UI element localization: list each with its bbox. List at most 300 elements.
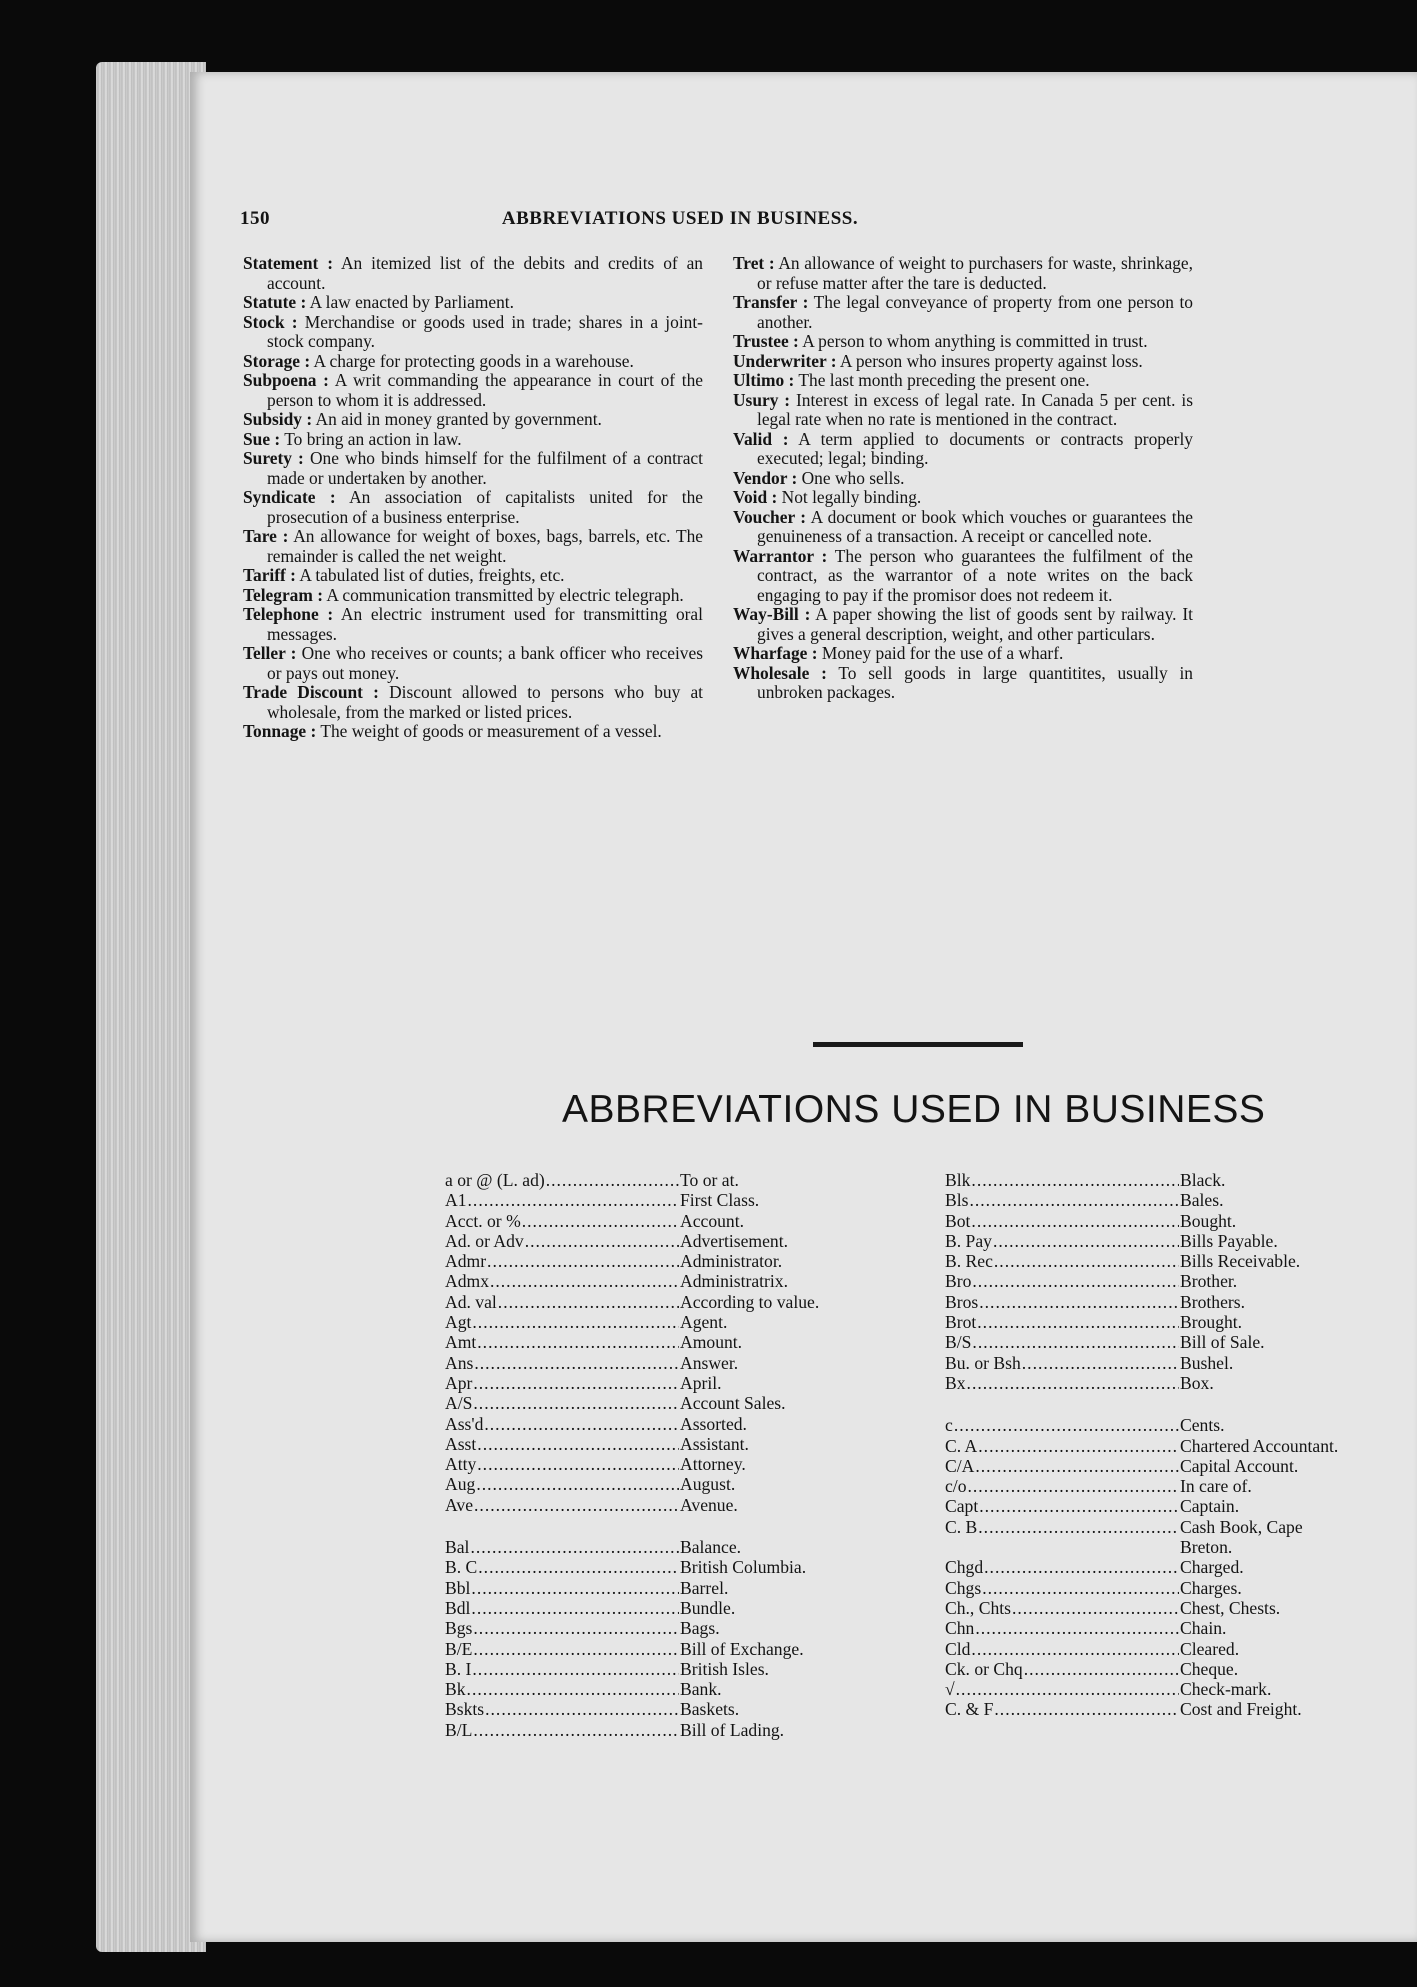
leader-dots	[969, 1190, 1179, 1210]
glossary-definition: Not legally binding.	[781, 487, 922, 507]
abbreviation: Chgs	[945, 1577, 982, 1598]
abbreviation-meaning: Black.	[1180, 1170, 1226, 1190]
leader-dots	[478, 1557, 679, 1577]
abbreviation: Capt	[945, 1496, 979, 1517]
abbreviation-meaning: First Class.	[680, 1190, 760, 1211]
abbreviation-meaning: Account Sales.	[680, 1393, 786, 1414]
glossary-term: Wholesale :	[733, 662, 827, 683]
abbreviation-row	[945, 1170, 1405, 1190]
abbreviation: Asst	[445, 1433, 477, 1454]
abbreviation-row	[445, 1292, 905, 1312]
abbreviation-row	[445, 1454, 905, 1474]
abbreviation-meaning: Bill of Sale.	[1180, 1332, 1265, 1353]
leader-dots	[472, 1659, 679, 1679]
abbreviation: √	[945, 1679, 955, 1700]
glossary-term: Valid :	[733, 428, 789, 449]
abbreviation: C. & F	[945, 1699, 994, 1720]
glossary-term: Stock :	[243, 311, 298, 332]
leader-dots	[978, 1436, 1179, 1456]
abbreviation-meaning: Cleared.	[1180, 1638, 1240, 1659]
leader-dots	[474, 1353, 679, 1373]
abbreviation-meaning: Brother.	[1180, 1271, 1238, 1292]
glossary-term: Syndicate :	[243, 487, 336, 507]
abbreviation-row	[445, 1639, 905, 1659]
glossary-definition: One who receives or counts; a bank officer who receives or pays out money.	[267, 643, 703, 683]
leader-dots	[471, 1578, 679, 1598]
abbreviation-column-left	[445, 1170, 905, 1740]
leader-dots	[956, 1679, 1179, 1699]
abbreviation-meaning: August.	[680, 1474, 736, 1495]
leader-dots	[979, 1496, 1179, 1516]
glossary-term: Statute :	[243, 292, 307, 312]
leader-dots	[971, 1211, 1179, 1231]
abbreviation: Bal	[445, 1537, 470, 1558]
abbreviation: Bskts	[445, 1699, 485, 1720]
glossary-entry	[243, 683, 703, 722]
abbreviation-row	[445, 1557, 905, 1577]
leader-dots	[1024, 1659, 1179, 1679]
glossary-entry	[243, 488, 703, 527]
leader-dots	[994, 1699, 1179, 1719]
group-spacer	[445, 1515, 905, 1537]
glossary-definition: A charge for protecting goods in a warehouse.	[313, 350, 634, 371]
glossary-definition: Merchandise or goods used in trade; shares in a joint-stock company.	[267, 311, 703, 351]
glossary-definition: A communication transmitted by electric telegraph.	[326, 584, 684, 605]
abbreviation-row	[945, 1251, 1405, 1271]
abbreviation-meaning: Chain.	[1180, 1618, 1227, 1639]
glossary-entry	[733, 332, 1193, 352]
abbreviation-row	[945, 1271, 1405, 1291]
abbreviation-meaning: Cents.	[1180, 1415, 1225, 1436]
leader-dots	[1012, 1598, 1179, 1618]
abbreviation-meaning: Bank.	[680, 1679, 722, 1700]
leader-dots	[471, 1598, 679, 1618]
leader-dots	[477, 1332, 679, 1352]
abbreviation-row	[945, 1659, 1405, 1679]
abbreviation-row	[445, 1434, 905, 1454]
abbreviation-row-continued	[945, 1537, 1405, 1557]
glossary-term: Tare :	[243, 526, 289, 546]
leader-dots	[546, 1170, 679, 1190]
abbreviation-row	[445, 1699, 905, 1719]
glossary-term: Warrantor :	[733, 545, 828, 566]
abbreviation-meaning: Brought.	[1180, 1312, 1243, 1333]
abbreviation-meaning: Box.	[1180, 1372, 1214, 1393]
leader-dots	[954, 1415, 1179, 1435]
leader-dots	[968, 1476, 1180, 1496]
abbreviation-row	[945, 1211, 1405, 1231]
leader-dots	[522, 1211, 679, 1231]
leader-dots	[467, 1679, 679, 1699]
glossary-entry	[243, 722, 703, 742]
abbreviation-meaning: Avenue.	[680, 1494, 738, 1515]
glossary-term: Underwriter :	[733, 350, 837, 371]
abbreviation: Admr	[445, 1251, 487, 1272]
glossary-entry	[733, 293, 1193, 332]
abbreviation: Bu. or Bsh	[945, 1352, 1021, 1373]
glossary-entry	[243, 313, 703, 352]
abbreviation: Chgd	[945, 1557, 984, 1578]
abbreviation: Blk	[945, 1170, 971, 1190]
abbreviation-meaning: Baskets.	[680, 1699, 740, 1720]
abbreviation-row	[945, 1476, 1405, 1496]
abbreviation-meaning: To or at.	[680, 1170, 739, 1190]
leader-dots	[473, 1618, 679, 1638]
glossary-term: Teller :	[243, 643, 297, 663]
abbreviation-meaning: Bill of Exchange.	[680, 1638, 804, 1659]
abbreviation: Bros	[945, 1291, 979, 1312]
glossary-term: Tret :	[733, 253, 775, 273]
abbreviation: A/S	[445, 1393, 473, 1414]
abbreviation: Agt	[445, 1312, 472, 1333]
abbreviation-meaning: Cheque.	[1180, 1658, 1239, 1679]
abbreviation: Ad. val	[445, 1291, 497, 1312]
abbreviation: Amt	[445, 1332, 477, 1353]
leader-dots	[473, 1720, 679, 1740]
abbreviation-meaning: Amount.	[680, 1332, 743, 1353]
abbreviation-row	[445, 1332, 905, 1352]
glossary-definition: Discount allowed to persons who buy at wholesale, from the marked or listed prices.	[267, 682, 703, 722]
abbreviation-meaning: Bags.	[680, 1618, 720, 1639]
leader-dots	[971, 1639, 1179, 1659]
glossary-entry	[733, 488, 1193, 508]
abbreviation-row	[945, 1190, 1405, 1210]
glossary-definition: To sell goods in large quantitites, usually in unbroken packages.	[757, 662, 1193, 702]
abbreviation-column-right	[945, 1170, 1405, 1740]
glossary-term: Tariff :	[243, 565, 296, 585]
leader-dots	[485, 1699, 679, 1719]
leader-dots	[490, 1271, 679, 1291]
abbreviation-row	[445, 1659, 905, 1679]
glossary-entry	[733, 352, 1193, 372]
glossary-entry	[733, 547, 1193, 606]
glossary-definition: A document or book which vouches or guarantees the genuineness of a transaction. A receipt or cancelled note.	[757, 506, 1194, 546]
glossary-definition: A writ commanding the appearance in court of the person to whom it is addressed.	[267, 370, 704, 410]
abbreviation-meaning: Bales.	[1180, 1190, 1224, 1211]
glossary-term: Subsidy :	[243, 409, 313, 429]
abbreviation-meaning: Advertisement.	[680, 1230, 788, 1251]
abbreviation: Bot	[945, 1210, 971, 1231]
abbreviation-meaning: Bundle.	[680, 1597, 736, 1618]
glossary-entry	[243, 352, 703, 372]
group-spacer	[945, 1393, 1405, 1415]
abbreviation: Bk	[445, 1679, 466, 1700]
abbreviation-row	[945, 1598, 1405, 1618]
abbreviation: Bls	[945, 1190, 969, 1211]
abbreviation-meaning: Account.	[680, 1210, 745, 1231]
glossary-definition: A person who insures property against loss.	[839, 350, 1143, 371]
abbreviation-meaning: Cash Book, Cape	[1180, 1516, 1303, 1537]
glossary-definition: An aid in money granted by government.	[315, 409, 602, 429]
glossary-term: Vendor :	[733, 467, 798, 488]
abbreviation-row	[945, 1373, 1405, 1393]
abbreviation-row	[445, 1598, 905, 1618]
abbreviation-meaning: Bills Payable.	[1180, 1230, 1278, 1251]
abbreviation-row	[445, 1231, 905, 1251]
leader-dots	[993, 1231, 1179, 1251]
glossary-term: Storage :	[243, 350, 311, 371]
leader-dots	[975, 1456, 1179, 1476]
abbreviation: a or @ (L. ad)	[445, 1170, 545, 1190]
glossary-entry	[733, 371, 1193, 391]
abbreviation-row	[445, 1393, 905, 1413]
abbreviation: Bgs	[445, 1618, 473, 1639]
abbreviation: Atty	[445, 1454, 477, 1475]
abbreviation: Chn	[945, 1618, 975, 1639]
glossary-term: Subpoena :	[243, 370, 329, 390]
leader-dots	[982, 1578, 1179, 1598]
abbreviation-meaning: Charged.	[1180, 1557, 1244, 1578]
abbreviation-meaning: Assorted.	[680, 1413, 747, 1434]
glossary-column-left	[243, 254, 703, 742]
abbreviation-meaning: According to value.	[680, 1291, 820, 1312]
glossary-entry	[243, 254, 703, 293]
leader-dots	[977, 1312, 1179, 1332]
glossary-entry	[733, 254, 1193, 293]
abbreviation: B/S	[945, 1332, 972, 1353]
abbreviation: B. C	[445, 1557, 478, 1578]
glossary-entry	[733, 605, 1193, 644]
glossary-term: Void :	[733, 487, 778, 507]
glossary-definition: An itemized list of the debits and credits of an account.	[267, 253, 703, 293]
glossary-definition: A tabulated list of duties, freights, etc.	[299, 565, 565, 585]
leader-dots	[487, 1251, 679, 1271]
abbreviation-row	[945, 1578, 1405, 1598]
abbreviation: c/o	[945, 1476, 967, 1497]
section-divider-rule	[813, 1042, 1023, 1047]
abbreviation-meaning: Attorney.	[680, 1454, 746, 1475]
abbreviation-row	[445, 1618, 905, 1638]
abbreviation-row	[445, 1271, 905, 1291]
glossary-definition: The person who guarantees the fulfilment of the contract, as the warrantor of a note writes on the back engaging to pay if the promisor does not redeem it.	[757, 545, 1193, 605]
glossary-definition: A law enacted by Parliament.	[309, 292, 514, 312]
leader-dots	[984, 1557, 1179, 1577]
glossary-term: Usury :	[733, 389, 791, 410]
leader-dots	[972, 1332, 1179, 1352]
abbreviation-meaning: Answer.	[680, 1352, 739, 1373]
abbreviation: A1	[445, 1190, 467, 1211]
leader-dots	[476, 1474, 679, 1494]
abbreviation: Admx	[445, 1271, 489, 1292]
abbreviation: Bro	[945, 1271, 972, 1292]
abbreviation: Ch., Chts	[945, 1597, 1011, 1618]
glossary-definition: One who sells.	[801, 467, 905, 488]
abbreviation-meaning: British Isles.	[680, 1658, 769, 1679]
abbreviation-meaning: Administratrix.	[680, 1271, 788, 1292]
glossary-term: Voucher :	[733, 506, 807, 527]
abbreviation-meaning: Balance.	[680, 1537, 742, 1558]
abbreviation: Brot	[945, 1312, 977, 1333]
glossary-definition: An allowance for weight of boxes, bags, barrels, etc. The remainder is called the net weight.	[267, 526, 703, 566]
abbreviation-row	[445, 1720, 905, 1740]
glossary-definition: A term applied to documents or contracts properly executed; legal; binding.	[757, 428, 1194, 468]
abbreviation-meaning-continued: Breton.	[1180, 1537, 1233, 1558]
leader-dots	[972, 1271, 1179, 1291]
glossary-entry	[733, 508, 1193, 547]
glossary-entry	[733, 664, 1193, 703]
glossary-entry	[733, 391, 1193, 430]
glossary-definition: The last month preceding the present one.	[798, 370, 1090, 390]
abbreviation-row	[945, 1496, 1405, 1516]
leader-dots	[473, 1639, 679, 1659]
glossary-term: Telegram :	[243, 584, 324, 605]
abbreviation-meaning: Check-mark.	[1180, 1679, 1272, 1700]
glossary-definition: An association of capitalists united for the prosecution of a business enterprise.	[267, 487, 704, 527]
glossary-section	[243, 254, 1193, 742]
abbreviation: Bx	[945, 1372, 966, 1393]
glossary-definition: A paper showing the list of goods sent by railway. It gives a general description, weight, and other particulars.	[757, 604, 1193, 644]
abbreviation-meaning: Chartered Accountant.	[1180, 1435, 1339, 1456]
abbreviation: Ave	[445, 1494, 474, 1515]
abbreviation: c	[945, 1415, 953, 1436]
abbreviation: C. B	[945, 1516, 978, 1537]
abbreviation-meaning: In care of.	[1180, 1476, 1252, 1497]
glossary-entry	[243, 605, 703, 644]
abbreviation-meaning: Bushel.	[1180, 1352, 1234, 1373]
leader-dots	[498, 1292, 679, 1312]
section-title: ABBREVIATIONS USED IN BUSINESS	[562, 1088, 1266, 1131]
glossary-term: Transfer :	[733, 292, 809, 312]
abbreviation: Aug	[445, 1474, 476, 1495]
glossary-entry	[733, 469, 1193, 489]
abbreviation-row	[445, 1170, 905, 1190]
leader-dots	[484, 1414, 679, 1434]
abbreviation-meaning: Captain.	[1180, 1496, 1240, 1517]
glossary-term: Statement :	[243, 253, 334, 273]
leader-dots	[468, 1190, 679, 1210]
abbreviation: Apr	[445, 1372, 473, 1393]
leader-dots	[472, 1312, 679, 1332]
abbreviation-row	[445, 1373, 905, 1393]
abbreviation-row	[945, 1679, 1405, 1699]
abbreviation-meaning: Cost and Freight.	[1180, 1699, 1302, 1720]
abbreviation-row	[445, 1251, 905, 1271]
abbreviation-meaning: British Columbia.	[680, 1557, 807, 1578]
glossary-definition: The legal conveyance of property from one person to another.	[757, 292, 1193, 332]
abbreviation-table	[445, 1170, 1405, 1740]
glossary-entry	[243, 586, 703, 606]
glossary-definition: An electric instrument used for transmitting oral messages.	[267, 604, 703, 644]
abbreviation: Cld	[945, 1638, 971, 1659]
leader-dots	[473, 1373, 679, 1393]
abbreviation: Acct. or %	[445, 1210, 521, 1231]
abbreviation-row	[445, 1353, 905, 1373]
abbreviation-meaning: Agent.	[680, 1312, 728, 1333]
abbreviation-row	[945, 1415, 1405, 1435]
abbreviation-row	[445, 1312, 905, 1332]
abbreviation-meaning: Assistant.	[680, 1433, 749, 1454]
leader-dots	[978, 1517, 1179, 1537]
abbreviation: Ans	[445, 1352, 474, 1373]
page-number: 150	[240, 208, 270, 229]
abbreviation: Ck. or Chq	[945, 1658, 1023, 1679]
glossary-definition: To bring an action in law.	[284, 428, 462, 449]
leader-dots	[967, 1373, 1179, 1393]
abbreviation: B. Rec	[945, 1251, 993, 1272]
abbreviation-meaning: Administrator.	[680, 1251, 783, 1272]
leader-dots	[525, 1231, 679, 1251]
glossary-entry	[243, 644, 703, 683]
leader-dots	[477, 1434, 679, 1454]
glossary-term: Sue :	[243, 428, 281, 449]
glossary-entry	[243, 527, 703, 566]
abbreviation-row	[445, 1578, 905, 1598]
glossary-entry	[243, 371, 703, 410]
abbreviation-meaning: Bills Receivable.	[1180, 1251, 1301, 1272]
abbreviation: B/E	[445, 1638, 473, 1659]
abbreviation-row	[945, 1639, 1405, 1659]
abbreviation-row	[945, 1353, 1405, 1373]
abbreviation: B/L	[445, 1719, 473, 1740]
glossary-column-right	[733, 254, 1193, 742]
glossary-definition: A person to whom anything is committed in trust.	[802, 331, 1148, 351]
glossary-term: Trade Discount :	[243, 682, 379, 702]
leader-dots	[473, 1393, 679, 1413]
abbreviation-row	[945, 1292, 1405, 1312]
abbreviation-row	[945, 1517, 1405, 1537]
abbreviation-row	[945, 1332, 1405, 1352]
abbreviation-meaning: Bought.	[1180, 1210, 1237, 1231]
abbreviation-meaning: Chest, Chests.	[1180, 1597, 1281, 1618]
abbreviation: Ad. or Adv	[445, 1230, 524, 1251]
abbreviation-row	[445, 1679, 905, 1699]
leader-dots	[470, 1537, 679, 1557]
glossary-term: Tonnage :	[243, 721, 317, 741]
abbreviation-meaning: April.	[680, 1372, 722, 1393]
glossary-term: Trustee :	[733, 331, 799, 351]
abbreviation-meaning: Barrel.	[680, 1577, 729, 1598]
abbreviation-row	[445, 1495, 905, 1515]
abbreviation-row	[445, 1211, 905, 1231]
abbreviation-meaning: Capital Account.	[1180, 1455, 1299, 1476]
abbreviation-row	[945, 1231, 1405, 1251]
abbreviation-row	[945, 1557, 1405, 1577]
glossary-term: Surety :	[243, 448, 304, 468]
glossary-definition: The weight of goods or measurement of a vessel.	[320, 721, 662, 741]
abbreviation-row	[445, 1414, 905, 1434]
glossary-entry	[243, 293, 703, 313]
abbreviation-meaning: Bill of Lading.	[680, 1719, 785, 1740]
glossary-entry	[733, 644, 1193, 664]
running-title: ABBREVIATIONS USED IN BUSINESS.	[501, 208, 859, 229]
abbreviation: Bdl	[445, 1597, 471, 1618]
abbreviation: B. I	[445, 1658, 472, 1679]
glossary-term: Telephone :	[243, 604, 334, 624]
abbreviation-row	[945, 1618, 1405, 1638]
glossary-definition: Money paid for the use of a wharf.	[821, 643, 1064, 663]
abbreviation: Ass'd	[445, 1413, 484, 1434]
glossary-definition: Interest in excess of legal rate. In Canada 5 per cent. is legal rate when no rate is mentioned in the contract.	[757, 389, 1193, 429]
abbreviation: C/A	[945, 1455, 975, 1476]
abbreviation-row	[445, 1537, 905, 1557]
glossary-entry	[243, 410, 703, 430]
abbreviation-row	[445, 1474, 905, 1494]
abbreviation-row	[945, 1456, 1405, 1476]
glossary-term: Way-Bill :	[733, 604, 811, 624]
glossary-term: Wharfage :	[733, 643, 818, 663]
abbreviation-row	[945, 1699, 1405, 1719]
abbreviation-row	[945, 1312, 1405, 1332]
leader-dots	[979, 1292, 1179, 1312]
leader-dots	[994, 1251, 1179, 1271]
glossary-term: Ultimo :	[733, 370, 795, 390]
abbreviation: Bbl	[445, 1577, 471, 1598]
leader-dots	[474, 1495, 679, 1515]
leader-dots	[477, 1454, 679, 1474]
abbreviation-meaning: Charges.	[1180, 1577, 1242, 1598]
abbreviation-row	[445, 1190, 905, 1210]
abbreviation-meaning: Brothers.	[1180, 1291, 1245, 1312]
